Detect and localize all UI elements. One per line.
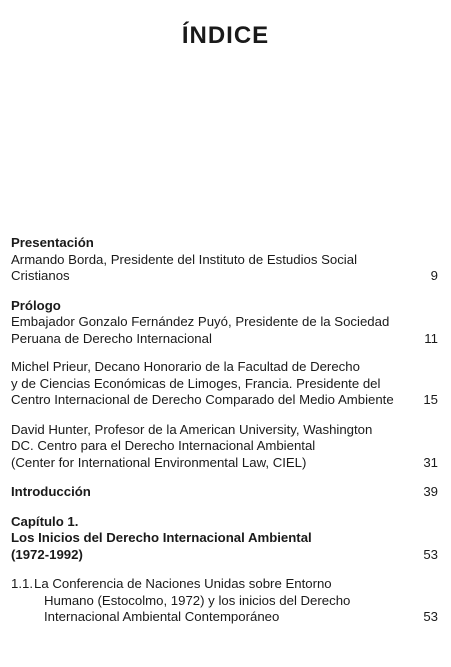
toc-line: Armando Borda, Presidente del Instituto de Estudios Social (11, 251, 358, 267)
toc-line: Embajador Gonzalo Fernández Puyó, Presidente de la Sociedad (11, 314, 390, 329)
toc-heading: Prólogo (11, 297, 61, 313)
toc-entry-capitulo-1 (11, 514, 438, 564)
toc-heading: (1972-1992) (11, 546, 83, 562)
toc-page-number: 53 (423, 546, 438, 562)
toc-page-number: 53 (423, 609, 438, 624)
toc-line: Michel Prieur, Decano Honorario de la Facultad de Derecho (11, 359, 360, 374)
toc-line: y de Ciencias Económicas de Limoges, Francia. Presidente del (11, 375, 381, 391)
toc-line: Peruana de Derecho Internacional (11, 330, 212, 346)
toc-page-number: 11 (424, 330, 438, 346)
toc-page-number: 15 (423, 392, 438, 407)
toc-entry-prologo (11, 298, 438, 348)
page-title: ÍNDICE (181, 22, 270, 49)
toc-line: La Conferencia de Naciones Unidas sobre Entorno (34, 576, 332, 591)
toc-page-number: 9 (430, 268, 438, 283)
toc-heading: Los Inicios del Derecho Internacional Ambiental (11, 530, 312, 545)
table-of-contents (11, 235, 438, 626)
toc-heading: Introducción (11, 484, 91, 499)
toc-line: Humano (Estocolmo, 1972) y los inicios del Derecho (44, 592, 351, 608)
toc-page-number: 39 (423, 484, 438, 499)
toc-entry-presentacion (11, 235, 438, 285)
toc-line: (Center for International Environmental Law, CIEL) (11, 454, 307, 470)
toc-entry-1-1 (11, 576, 438, 626)
toc-line: David Hunter, Profesor de la American University, Washington (11, 421, 373, 437)
toc-section-number: 1.1. (11, 576, 33, 591)
toc-entry-prieur (11, 359, 438, 409)
toc-line: Cristianos (11, 268, 70, 283)
toc-heading: Capítulo 1. (11, 513, 79, 529)
toc-entry-hunter (11, 422, 438, 472)
toc-line: Internacional Ambiental Contemporáneo (44, 609, 280, 624)
toc-line: DC. Centro para el Derecho Internacional Ambiental (11, 438, 316, 453)
toc-page-number: 31 (423, 454, 438, 470)
toc-entry-introduccion (11, 484, 438, 501)
toc-heading: Presentación (11, 235, 94, 250)
toc-line: Centro Internacional de Derecho Comparado del Medio Ambiente (11, 392, 394, 407)
